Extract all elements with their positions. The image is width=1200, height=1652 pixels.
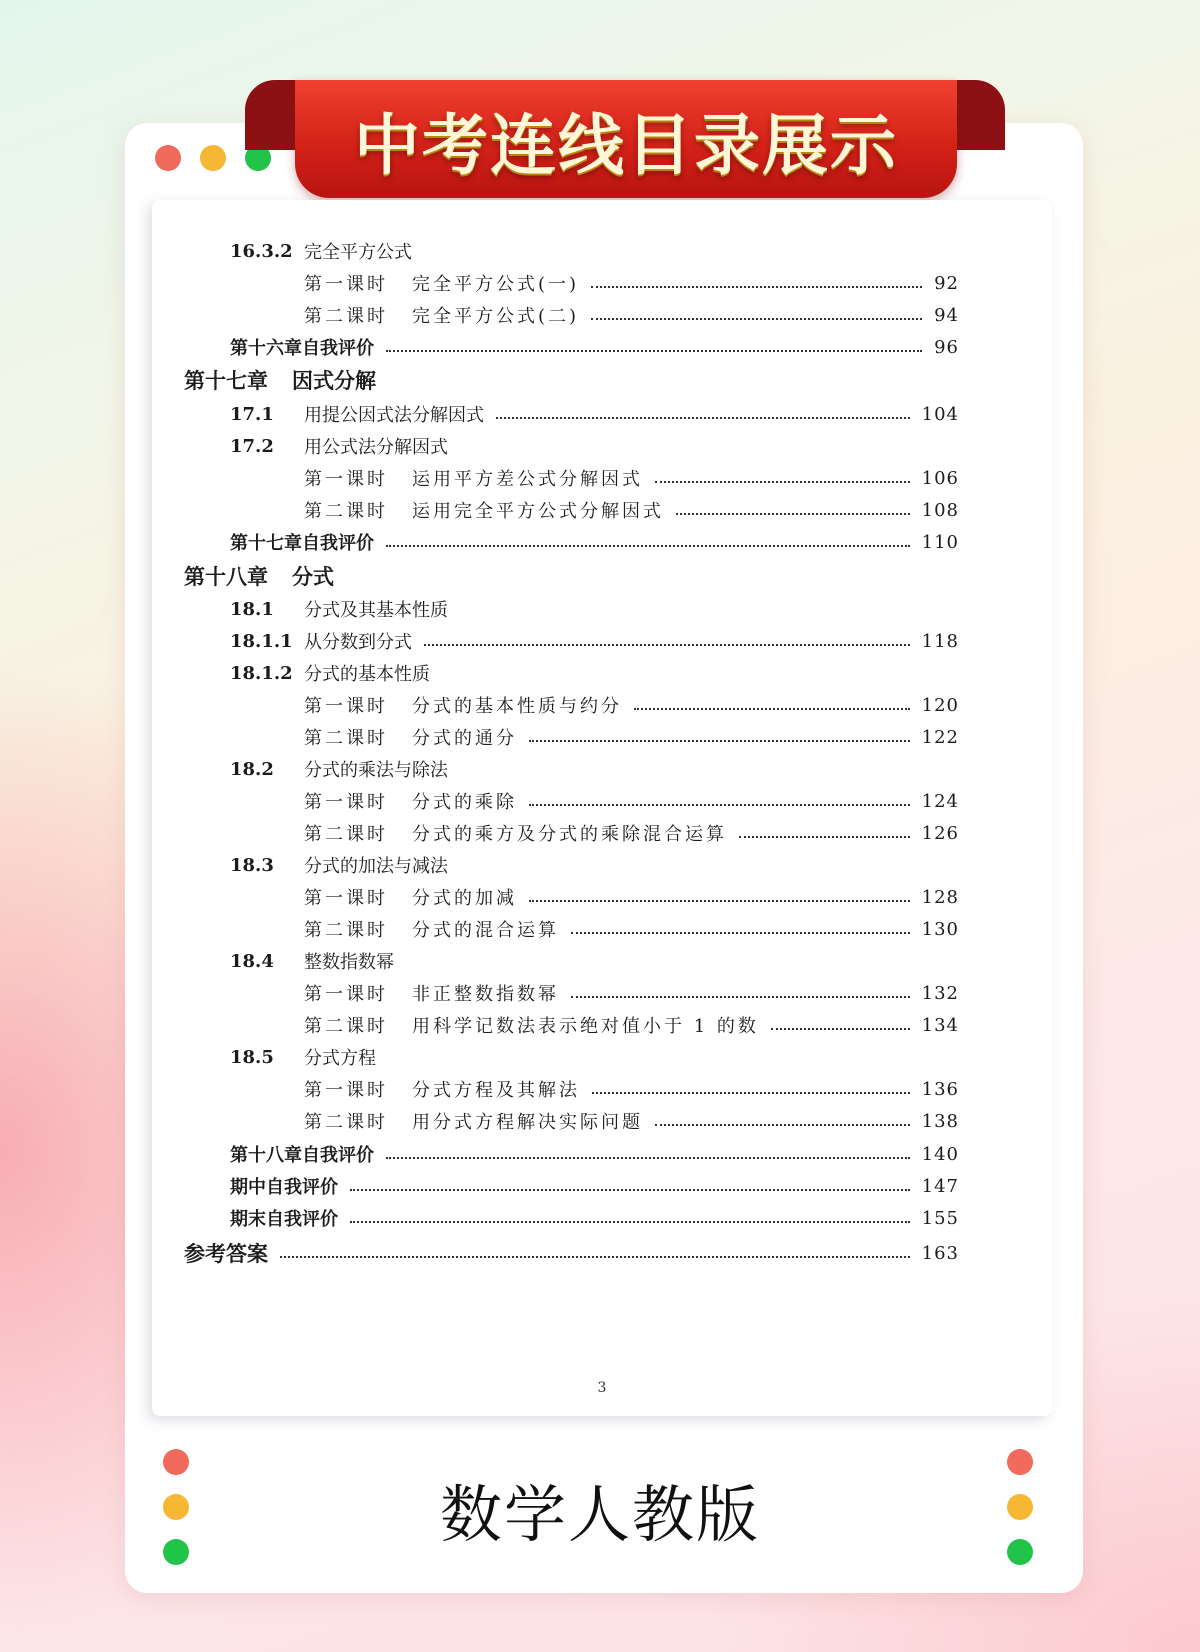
dot-leader	[591, 316, 922, 320]
toc-lesson-row[interactable]	[304, 300, 959, 330]
page-ref: 128	[921, 886, 959, 908]
dot-leader	[350, 1219, 910, 1223]
edition-label: 数学人教版	[439, 1478, 760, 1551]
page-ref: 106	[921, 467, 959, 489]
table-of-contents	[152, 200, 1052, 1416]
dot-leader	[496, 415, 910, 419]
lesson-label: 第二课时	[304, 728, 388, 749]
section-number: 18.4	[230, 950, 274, 972]
toc-entry-row[interactable]	[230, 1139, 959, 1169]
toc-lesson-row[interactable]	[304, 268, 959, 298]
lesson-title: 分式的基本性质与约分	[412, 696, 622, 717]
window-close-dot[interactable]	[155, 145, 181, 171]
toc-lesson-row[interactable]	[304, 914, 959, 944]
dot-leader	[424, 642, 910, 646]
dot-leader	[529, 898, 910, 902]
lesson-label: 第二课时	[304, 1016, 388, 1037]
section-number: 18.1.1	[230, 630, 293, 652]
chapter-number: 第十八章	[184, 565, 268, 589]
page-ref: 140	[921, 1143, 959, 1165]
review-title: 第十八章自我评价	[230, 1145, 374, 1166]
section-number: 18.2	[230, 758, 274, 780]
title-banner	[295, 80, 957, 198]
section-title: 用公式法分解因式	[304, 437, 448, 458]
section-title: 从分数到分式	[304, 632, 412, 653]
page-ref: 104	[921, 403, 959, 425]
chapter-title: 分式	[292, 565, 334, 589]
dot-leader	[350, 1187, 910, 1191]
toc-lesson-row[interactable]	[304, 722, 959, 752]
page-ref: 132	[921, 982, 959, 1004]
dot-leader	[634, 706, 910, 710]
page-ref: 130	[921, 918, 959, 940]
section-number: 18.1	[230, 598, 274, 620]
section-title: 整数指数幂	[304, 952, 394, 973]
section-title: 分式方程	[304, 1048, 376, 1069]
toc-entry-row[interactable]	[230, 658, 430, 688]
lesson-label: 第一课时	[304, 888, 388, 909]
toc-lesson-row[interactable]	[304, 1074, 959, 1104]
lesson-title: 分式的混合运算	[412, 920, 559, 941]
dot-leader	[571, 994, 910, 998]
section-title: 分式的加法与减法	[304, 856, 448, 877]
section-title: 分式的乘法与除法	[304, 760, 448, 781]
section-number: 17.2	[230, 435, 274, 457]
toc-lesson-row[interactable]	[304, 882, 959, 912]
review-title: 第十六章自我评价	[230, 338, 374, 359]
toc-entry-row[interactable]	[230, 594, 448, 624]
toc-lesson-row[interactable]	[304, 463, 959, 493]
lesson-title: 用分式方程解决实际问题	[412, 1112, 643, 1133]
lesson-title: 分式的通分	[412, 728, 517, 749]
dot-leader	[655, 1122, 910, 1126]
lesson-title: 完全平方公式(二)	[412, 306, 580, 327]
page-number: 3	[597, 1380, 607, 1396]
section-number: 16.3.2	[230, 240, 293, 262]
dot-leader	[771, 1026, 910, 1030]
lesson-label: 第二课时	[304, 1112, 388, 1133]
review-title: 期末自我评价	[230, 1209, 338, 1230]
dot-leader	[676, 511, 910, 515]
answers-title: 参考答案	[184, 1242, 268, 1266]
toc-lesson-row[interactable]	[304, 1010, 959, 1040]
section-title: 完全平方公式	[304, 242, 412, 263]
toc-entry-row[interactable]	[230, 431, 448, 461]
toc-entry-row[interactable]	[184, 1238, 959, 1268]
review-title: 期中自我评价	[230, 1177, 338, 1198]
page-ref: 136	[921, 1078, 959, 1100]
banner-title: 中考连线目录展示	[354, 106, 898, 184]
toc-entry-row[interactable]	[230, 1171, 959, 1201]
page-ref: 122	[921, 726, 959, 748]
section-number: 18.5	[230, 1046, 274, 1068]
lesson-title: 分式的乘除	[412, 792, 517, 813]
lesson-title: 分式的加减	[412, 888, 517, 909]
toc-lesson-row[interactable]	[304, 495, 959, 525]
dot-leader	[386, 1155, 910, 1159]
dot-leader	[591, 284, 922, 288]
dot-leader	[571, 930, 910, 934]
page-ref: 92	[934, 272, 959, 294]
dot-leader	[529, 802, 910, 806]
toc-page	[152, 200, 1052, 1416]
dot-leader	[529, 738, 910, 742]
section-number: 18.3	[230, 854, 274, 876]
toc-entry-row[interactable]	[230, 527, 959, 557]
lesson-title: 完全平方公式(一)	[412, 274, 580, 295]
toc-entry-row[interactable]	[230, 1042, 376, 1072]
page-ref: 126	[921, 822, 959, 844]
lesson-label: 第二课时	[304, 501, 388, 522]
lesson-title: 用科学记数法表示绝对值小于 1 的数	[412, 1016, 759, 1037]
dot-leader	[386, 543, 910, 547]
section-number: 17.1	[230, 403, 274, 425]
toc-lesson-row[interactable]	[304, 1106, 959, 1136]
toc-entry-row[interactable]	[230, 850, 448, 880]
lesson-title: 分式的乘方及分式的乘除混合运算	[412, 824, 727, 845]
page-ref: 118	[921, 630, 959, 652]
page-ref: 124	[921, 790, 959, 812]
toc-lesson-row[interactable]	[304, 818, 959, 848]
toc-chapter-row[interactable]	[184, 365, 376, 395]
chapter-title: 因式分解	[292, 369, 376, 393]
dot-leader	[739, 834, 910, 838]
lesson-label: 第一课时	[304, 469, 388, 490]
dot-leader	[592, 1090, 910, 1094]
page-ref: 147	[921, 1175, 959, 1197]
lesson-label: 第一课时	[304, 792, 388, 813]
dot-leader	[386, 348, 922, 352]
lesson-label: 第二课时	[304, 920, 388, 941]
lesson-label: 第一课时	[304, 1080, 388, 1101]
page-ref: 96	[934, 336, 959, 358]
toc-lesson-row[interactable]	[304, 690, 959, 720]
toc-entry-row[interactable]	[230, 946, 394, 976]
toc-entry-row[interactable]	[230, 754, 448, 784]
lesson-title: 分式方程及其解法	[412, 1080, 580, 1101]
toc-entry-row[interactable]	[230, 332, 959, 362]
page-ref: 163	[921, 1242, 959, 1264]
lesson-title: 运用完全平方公式分解因式	[412, 501, 664, 522]
page-ref: 134	[921, 1014, 959, 1036]
chapter-number: 第十七章	[184, 369, 268, 393]
section-title: 分式的基本性质	[304, 664, 430, 685]
section-title: 用提公因式法分解因式	[304, 405, 484, 426]
lesson-label: 第一课时	[304, 274, 388, 295]
dot-leader	[280, 1254, 910, 1258]
window-minimize-dot[interactable]	[200, 145, 226, 171]
page-ref: 120	[921, 694, 959, 716]
page-ref: 108	[921, 499, 959, 521]
lesson-label: 第一课时	[304, 984, 388, 1005]
toc-entry-row[interactable]	[230, 1203, 959, 1233]
page-ref: 155	[921, 1207, 959, 1229]
review-title: 第十七章自我评价	[230, 533, 374, 554]
lesson-label: 第二课时	[304, 824, 388, 845]
lesson-label: 第二课时	[304, 306, 388, 327]
lesson-label: 第一课时	[304, 696, 388, 717]
toc-chapter-row[interactable]	[184, 561, 334, 591]
toc-entry-row[interactable]	[230, 236, 412, 266]
section-number: 18.1.2	[230, 662, 293, 684]
toc-entry-row[interactable]	[230, 626, 959, 656]
page-ref: 138	[921, 1110, 959, 1132]
toc-lesson-row[interactable]	[304, 978, 959, 1008]
lesson-title: 运用平方差公式分解因式	[412, 469, 643, 490]
toc-lesson-row[interactable]	[304, 786, 959, 816]
dot-leader	[655, 479, 910, 483]
section-title: 分式及其基本性质	[304, 600, 448, 621]
page-ref: 110	[921, 531, 959, 553]
toc-entry-row[interactable]	[230, 399, 959, 429]
page-ref: 94	[934, 304, 959, 326]
lesson-title: 非正整数指数幂	[412, 984, 559, 1005]
